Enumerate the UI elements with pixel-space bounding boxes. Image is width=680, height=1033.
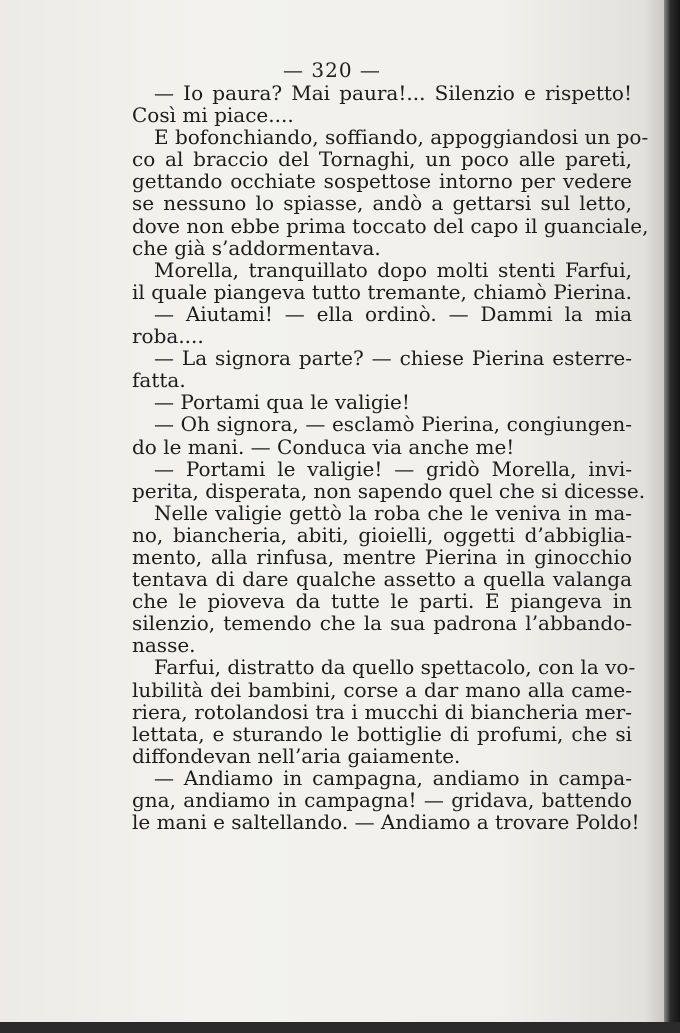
text-line: lettata, e sturando le bottiglie di profumi, che si bbox=[132, 721, 632, 746]
text-line: gna, andiamo in campagna! — gridava, battendo bbox=[132, 788, 632, 812]
text-line: Nelle valigie gettò la roba che le veniva in ma- bbox=[154, 500, 632, 525]
text-line: riera, rotolandosi tra i mucchi di biancheria mer- bbox=[132, 699, 632, 724]
text-line: — La signora parte? — chiese Pierina esterre- bbox=[154, 346, 632, 371]
text-line: — Andiamo in campagna, andiamo in campa- bbox=[154, 765, 632, 790]
text-line: fatta. bbox=[132, 368, 186, 393]
text-line: dove non ebbe prima toccato del capo il guanciale, bbox=[132, 213, 649, 238]
text-line: — Oh signora, — esclamò Pierina, congiungen- bbox=[154, 412, 632, 437]
text-line: il quale piangeva tutto tremante, chiamò Pierina. bbox=[132, 279, 632, 304]
text-line: do le mani. — Conduca via anche me! bbox=[132, 434, 515, 459]
text-line: roba.... bbox=[132, 324, 204, 349]
text-line: Farfui, distratto da quello spettacolo, con la vo- bbox=[154, 655, 636, 680]
text-line: le mani e saltellando. — Andiamo a trovare Poldo! bbox=[132, 810, 640, 835]
page-number: — 320 — bbox=[283, 58, 381, 82]
text-line: silenzio, temendo che la sua padrona l’abbando- bbox=[132, 611, 632, 636]
text-line: mento, alla rinfusa, mentre Pierina in ginocchio bbox=[132, 544, 632, 569]
page-bottom-shadow bbox=[0, 1022, 680, 1033]
book-spine-shadow bbox=[664, 0, 680, 1033]
text-line: tentava di dare qualche assetto a quella valanga bbox=[132, 567, 632, 592]
text-line: gettando occhiate sospettose intorno per vedere bbox=[132, 169, 632, 194]
text-line: perita, disperata, non sapendo quel che si dicesse. bbox=[132, 478, 646, 503]
text-line: — Portami qua le valigie! bbox=[154, 390, 410, 415]
text-line: lubilità dei bambini, corse a dar mano alla came- bbox=[132, 677, 632, 702]
text-line: Morella, tranquillato dopo molti stenti Farfui, bbox=[154, 257, 632, 282]
text-line: Così mi piace.... bbox=[132, 103, 294, 128]
body-text bbox=[132, 81, 649, 835]
text-line: diffondevan nell’aria gaiamente. bbox=[132, 743, 461, 768]
text-line: nasse. bbox=[132, 633, 196, 658]
text-line: — Io paura? Mai paura!... Silenzio e rispetto! bbox=[154, 81, 632, 105]
text-line: — Aiutami! — ella ordinò. — Dammi la mia bbox=[154, 301, 632, 326]
text-line: co al braccio del Tornaghi, un poco alle pareti, bbox=[132, 147, 632, 172]
text-line: che le pioveva da tutte le parti. E piangeva in bbox=[132, 589, 632, 614]
text-line: — Portami le valigie! — gridò Morella, invi- bbox=[154, 456, 632, 481]
text-line: che già s’addormentava. bbox=[132, 235, 381, 260]
text-line: E bofonchiando, soffiando, appoggiandosi un po- bbox=[154, 125, 649, 150]
text-line: no, biancheria, abiti, gioielli, oggetti d’abbiglia- bbox=[132, 522, 632, 547]
text-line: se nessuno lo spiasse, andò a gettarsi sul letto, bbox=[132, 191, 632, 216]
